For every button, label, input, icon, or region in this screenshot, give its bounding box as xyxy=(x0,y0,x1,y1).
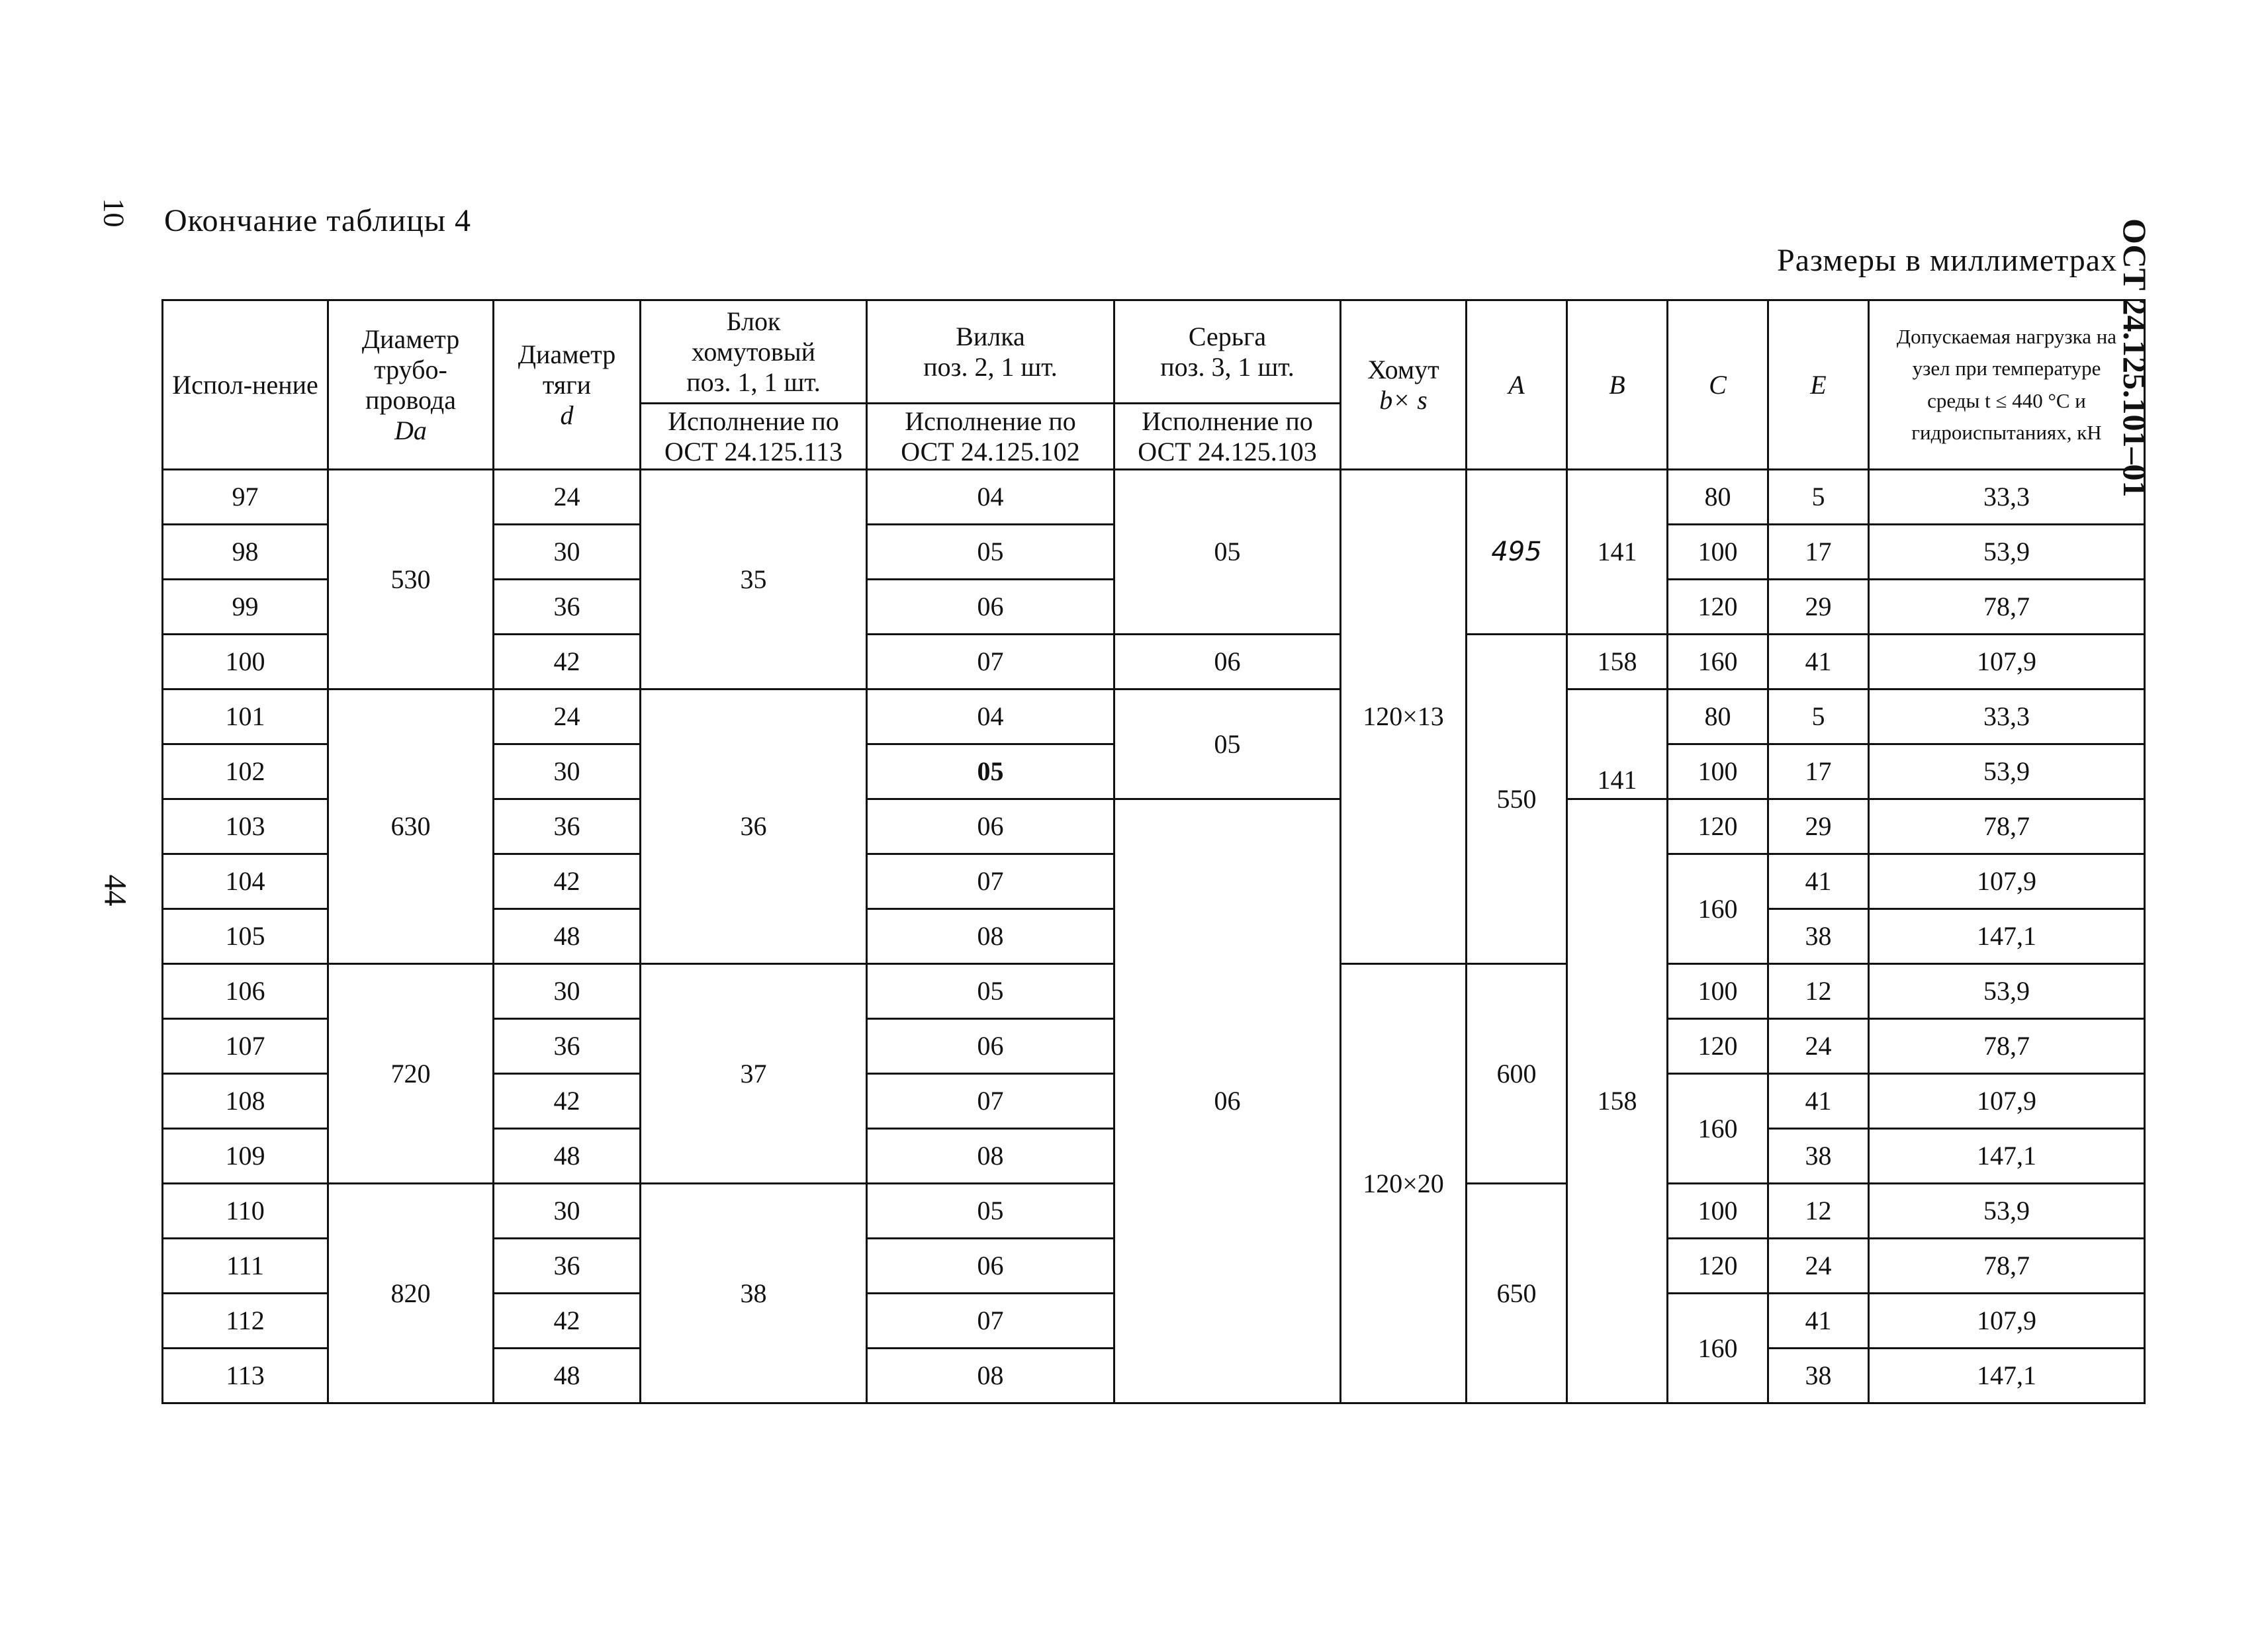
cell-fork: 05 xyxy=(867,964,1114,1019)
cell-A: 600 xyxy=(1467,964,1567,1184)
header-E: E xyxy=(1768,300,1869,470)
cell-fork: 07 xyxy=(867,854,1114,909)
cell-load: 53,9 xyxy=(1869,1184,2145,1239)
header-pipe-diameter: Диаметр трубо- провода Da xyxy=(328,300,494,470)
cell-load: 147,1 xyxy=(1869,1129,2145,1184)
cell-fork: 06 xyxy=(867,1019,1114,1074)
cell-isp: 113 xyxy=(163,1349,328,1403)
cell-load: 147,1 xyxy=(1869,909,2145,964)
header-B: B xyxy=(1567,300,1668,470)
cell-fork: 04 xyxy=(867,689,1114,744)
inner-page-number: 10 xyxy=(97,198,130,228)
cell-load: 78,7 xyxy=(1869,580,2145,635)
cell-shackle: 06 xyxy=(1114,635,1341,689)
cell-load: 78,7 xyxy=(1869,1019,2145,1074)
cell-block: 35 xyxy=(641,470,867,689)
table-row xyxy=(163,689,2145,744)
cell-fork: 08 xyxy=(867,909,1114,964)
cell-C: 160 xyxy=(1668,635,1768,689)
cell-E: 5 xyxy=(1768,689,1869,744)
cell-load: 107,9 xyxy=(1869,1294,2145,1349)
header-load: Допускаемая нагрузка на узел при температуре среды t ≤ 440 °С и гидроиспытаниях, кН xyxy=(1869,300,2145,470)
outer-page-number: 44 xyxy=(97,874,133,907)
header-shackle: Серьга поз. 3, 1 шт. xyxy=(1114,300,1341,404)
cell-Da: 630 xyxy=(328,689,494,964)
cell-isp: 104 xyxy=(163,854,328,909)
cell-E: 17 xyxy=(1768,525,1869,580)
header-A: A xyxy=(1467,300,1567,470)
cell-load: 78,7 xyxy=(1869,799,2145,854)
header-ispolnenie: Испол-нение xyxy=(163,300,328,470)
cell-C: 80 xyxy=(1668,689,1768,744)
cell-B: 141 xyxy=(1567,470,1668,635)
cell-d: 48 xyxy=(494,1129,641,1184)
cell-block: 36 xyxy=(641,689,867,964)
cell-block: 37 xyxy=(641,964,867,1184)
cell-d: 36 xyxy=(494,1019,641,1074)
cell-C: 120 xyxy=(1668,1239,1768,1294)
cell-shackle: 06 xyxy=(1114,799,1341,1403)
cell-fork: 07 xyxy=(867,635,1114,689)
table-row xyxy=(163,470,2145,525)
cell-E: 41 xyxy=(1768,1074,1869,1129)
cell-d: 30 xyxy=(494,744,641,799)
cell-A: 650 xyxy=(1467,1184,1567,1403)
cell-load: 53,9 xyxy=(1869,744,2145,799)
subheader-shackle: Исполнение по ОСТ 24.125.103 xyxy=(1114,404,1341,470)
cell-isp: 103 xyxy=(163,799,328,854)
cell-load: 53,9 xyxy=(1869,964,2145,1019)
cell-d: 42 xyxy=(494,1294,641,1349)
cell-E: 29 xyxy=(1768,799,1869,854)
cell-E: 17 xyxy=(1768,744,1869,799)
cell-E: 38 xyxy=(1768,1129,1869,1184)
cell-C: 100 xyxy=(1668,744,1768,799)
cell-E: 38 xyxy=(1768,1349,1869,1403)
cell-C: 160 xyxy=(1668,1294,1768,1403)
cell-isp: 97 xyxy=(163,470,328,525)
cell-fork: 08 xyxy=(867,1129,1114,1184)
cell-E: 41 xyxy=(1768,1294,1869,1349)
header-C: C xyxy=(1668,300,1768,470)
cell-load: 33,3 xyxy=(1869,689,2145,744)
cell-C: 160 xyxy=(1668,854,1768,964)
cell-isp: 100 xyxy=(163,635,328,689)
cell-load: 147,1 xyxy=(1869,1349,2145,1403)
cell-E: 12 xyxy=(1768,964,1869,1019)
cell-fork: 05 xyxy=(867,744,1114,799)
dimensions-table xyxy=(161,299,2146,1404)
header-block: Блок хомутовый поз. 1, 1 шт. xyxy=(641,300,867,404)
cell-E: 24 xyxy=(1768,1019,1869,1074)
cell-isp: 99 xyxy=(163,580,328,635)
cell-Da: 720 xyxy=(328,964,494,1184)
cell-isp: 101 xyxy=(163,689,328,744)
header-fork: Вилка поз. 2, 1 шт. xyxy=(867,300,1114,404)
cell-load: 78,7 xyxy=(1869,1239,2145,1294)
cell-fork: 06 xyxy=(867,580,1114,635)
cell-fork: 06 xyxy=(867,799,1114,854)
cell-C: 120 xyxy=(1668,1019,1768,1074)
cell-A: 495 xyxy=(1467,470,1567,635)
cell-d: 42 xyxy=(494,1074,641,1129)
cell-isp: 108 xyxy=(163,1074,328,1129)
cell-load: 107,9 xyxy=(1869,854,2145,909)
cell-d: 36 xyxy=(494,580,641,635)
cell-C: 160 xyxy=(1668,1074,1768,1184)
cell-d: 36 xyxy=(494,799,641,854)
cell-B: 158 xyxy=(1567,799,1668,1403)
cell-Da: 530 xyxy=(328,470,494,689)
cell-isp: 109 xyxy=(163,1129,328,1184)
cell-isp: 107 xyxy=(163,1019,328,1074)
cell-E: 12 xyxy=(1768,1184,1869,1239)
table-caption: Окончание таблицы 4 xyxy=(164,203,472,238)
cell-load: 107,9 xyxy=(1869,1074,2145,1129)
header-clamp: Хомут b× s xyxy=(1341,300,1467,470)
cell-d: 24 xyxy=(494,470,641,525)
cell-C: 100 xyxy=(1668,1184,1768,1239)
cell-fork: 04 xyxy=(867,470,1114,525)
cell-isp: 110 xyxy=(163,1184,328,1239)
cell-E: 29 xyxy=(1768,580,1869,635)
cell-d: 48 xyxy=(494,1349,641,1403)
units-note: Размеры в миллиметрах xyxy=(1777,243,2118,278)
cell-fork: 05 xyxy=(867,525,1114,580)
cell-load: 33,3 xyxy=(1869,470,2145,525)
cell-isp: 98 xyxy=(163,525,328,580)
cell-E: 41 xyxy=(1768,635,1869,689)
cell-fork: 07 xyxy=(867,1074,1114,1129)
cell-d: 36 xyxy=(494,1239,641,1294)
cell-block: 38 xyxy=(641,1184,867,1403)
cell-E: 41 xyxy=(1768,854,1869,909)
cell-d: 24 xyxy=(494,689,641,744)
cell-E: 24 xyxy=(1768,1239,1869,1294)
cell-B: 158 xyxy=(1567,635,1668,689)
cell-shackle: 05 xyxy=(1114,470,1341,635)
cell-C: 100 xyxy=(1668,525,1768,580)
cell-isp: 106 xyxy=(163,964,328,1019)
cell-d: 30 xyxy=(494,525,641,580)
cell-fork: 05 xyxy=(867,1184,1114,1239)
cell-load: 53,9 xyxy=(1869,525,2145,580)
subheader-block: Исполнение по ОСТ 24.125.113 xyxy=(641,404,867,470)
header-rod-diameter: Диаметр тяги d xyxy=(494,300,641,470)
cell-isp: 105 xyxy=(163,909,328,964)
cell-isp: 112 xyxy=(163,1294,328,1349)
cell-d: 30 xyxy=(494,1184,641,1239)
cell-C: 120 xyxy=(1668,799,1768,854)
document-code: ОСТ 24.125.101–01 xyxy=(2116,218,2154,498)
cell-A: 550 xyxy=(1467,635,1567,964)
subheader-fork: Исполнение по ОСТ 24.125.102 xyxy=(867,404,1114,470)
cell-d: 42 xyxy=(494,635,641,689)
cell-clamp: 120×20 xyxy=(1341,964,1467,1403)
cell-C: 120 xyxy=(1668,580,1768,635)
cell-d: 30 xyxy=(494,964,641,1019)
cell-d: 42 xyxy=(494,854,641,909)
cell-E: 38 xyxy=(1768,909,1869,964)
cell-d: 48 xyxy=(494,909,641,964)
cell-clamp: 120×13 xyxy=(1341,470,1467,964)
cell-E: 5 xyxy=(1768,470,1869,525)
cell-B: 141 xyxy=(1567,689,1668,799)
cell-fork: 08 xyxy=(867,1349,1114,1403)
cell-fork: 07 xyxy=(867,1294,1114,1349)
cell-fork: 06 xyxy=(867,1239,1114,1294)
cell-shackle: 05 xyxy=(1114,689,1341,799)
cell-C: 80 xyxy=(1668,470,1768,525)
cell-isp: 111 xyxy=(163,1239,328,1294)
cell-C: 100 xyxy=(1668,964,1768,1019)
cell-load: 107,9 xyxy=(1869,635,2145,689)
cell-isp: 102 xyxy=(163,744,328,799)
cell-Da: 820 xyxy=(328,1184,494,1403)
